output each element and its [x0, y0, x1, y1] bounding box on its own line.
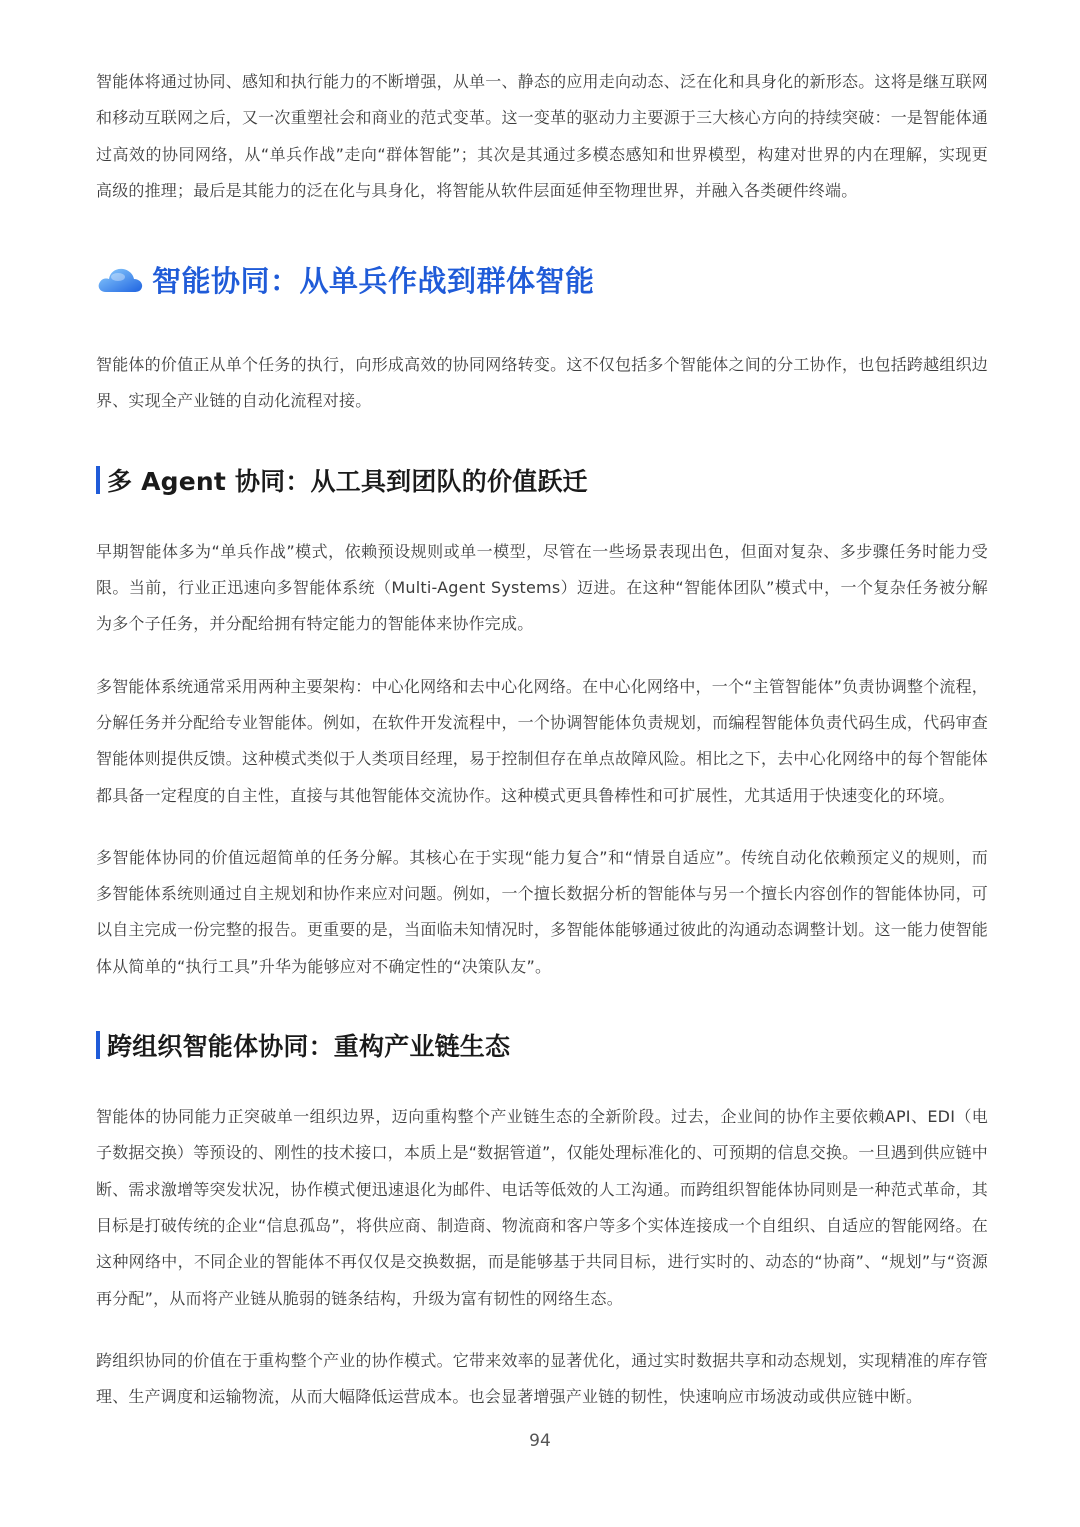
cloud-icon — [96, 262, 144, 296]
page-number: 94 — [529, 1431, 551, 1451]
intro-paragraph: 智能体将通过协同、感知和执行能力的不断增强，从单一、静态的应用走向动态、泛在化和具身化的新形态。这将是继互联网和移动互联网之后，又一次重塑社会和商业的范式变革。这一变革的驱动力主要源于三大核心方向的持续突破：一是智能体通过高效的协同网络，从“单兵作战”走向“群体智能”；其次是其通过多模态感知和世界模型，构建对世界的内在理解，实现更高级的推理；最后是其能力的泛在化与具身化，将智能从软件层面延伸至物理世界，并融入各类硬件终端。 — [96, 72, 988, 200]
subsection-heading-cross-org — [96, 1025, 988, 1065]
section-heading — [96, 251, 988, 307]
paragraph: 智能体的协同能力正突破单一组织边界，迈向重构整个产业链生态的全新阶段。过去，企业间的协作主要依赖API、EDI（电子数据交换）等预设的、刚性的技术接口，本质上是“数据管道”，仅能处理标准化的、可预期的信息交换。一旦遇到供应链中断、需求激增等突发状况，协作模式便迅速退化为邮件、电话等低效的人工沟通。而跨组织智能体协同则是一种范式革命，其目标是打破传统的企业“信息孤岛”，将供应商、制造商、物流商和客户等多个实体连接成一个自组织、自适应的智能网络。在这种网络中，不同企业的智能体不再仅仅是交换数据，而是能够基于共同目标，进行实时的、动态的“协商”、“规划”与“资源再分配”，从而将产业链从脆弱的链条结构，升级为富有韧性的网络生态。 — [96, 1107, 988, 1308]
section-intro-paragraph: 智能体的价值正从单个任务的执行，向形成高效的协同网络转变。这不仅包括多个智能体之间的分工协作，也包括跨越组织边界、实现全产业链的自动化流程对接。 — [96, 355, 988, 411]
subsection-title-multi-agent: 多 Agent 协同：从工具到团队的价值跃迁 — [107, 466, 588, 496]
paragraph: 多智能体系统通常采用两种主要架构：中心化网络和去中心化网络。在中心化网络中，一个“主管智能体”负责协调整个流程，分解任务并分配给专业智能体。例如，在软件开发流程中，一个协调智能体负责规划，而编程智能体负责代码生成，代码审查智能体则提供反馈。这种模式类似于人类项目经理，易于控制但存在单点故障风险。相比之下，去中心化网络中的每个智能体都具备一定程度的自主性，直接与其他智能体交流协作。这种模式更具鲁棒性和可扩展性，尤其适用于快速变化的环境。 — [96, 676, 988, 805]
subsection-title-cross-org: 跨组织智能体协同：重构产业链生态 — [107, 1032, 511, 1062]
section-title: 智能协同：从单兵作战到群体智能 — [152, 263, 595, 298]
heading-accent-bar — [96, 1031, 100, 1059]
paragraph: 多智能体协同的价值远超简单的任务分解。其核心在于实现“能力复合”和“情景自适应”。传统自动化依赖预定义的规则，而多智能体系统则通过自主规划和协作来应对问题。例如，一个擅长数据分析的智能体与另一个擅长内容创作的智能体协同，可以自主完成一份完整的报告。更重要的是，当面临未知情况时，多智能体能够通过彼此的沟通动态调整计划。这一能力使智能体从简单的“执行工具”升华为能够应对不确定性的“决策队友”。 — [96, 847, 988, 976]
page-content — [96, 64, 988, 1415]
paragraph: 跨组织协同的价值在于重构整个产业的协作模式。它带来效率的显著优化，通过实时数据共享和动态规划，实现精准的库存管理、生产调度和运输物流，从而大幅降低运营成本。也会显著增强产业链的韧性，快速响应市场波动或供应链中断。 — [96, 1350, 988, 1407]
subsection-heading-multi-agent — [96, 460, 988, 500]
heading-accent-bar — [96, 466, 100, 494]
paragraph: 早期智能体多为“单兵作战”模式，依赖预设规则或单一模型，尽管在一些场景表现出色，但面对复杂、多步骤任务时能力受限。当前，行业正迅速向多智能体系统（Multi-Agent Systems）迈进。在这种“智能体团队”模式中，一个复杂任务被分解为多个子任务，并分配给拥有特定能力的智能体来协作完成。 — [96, 541, 988, 634]
